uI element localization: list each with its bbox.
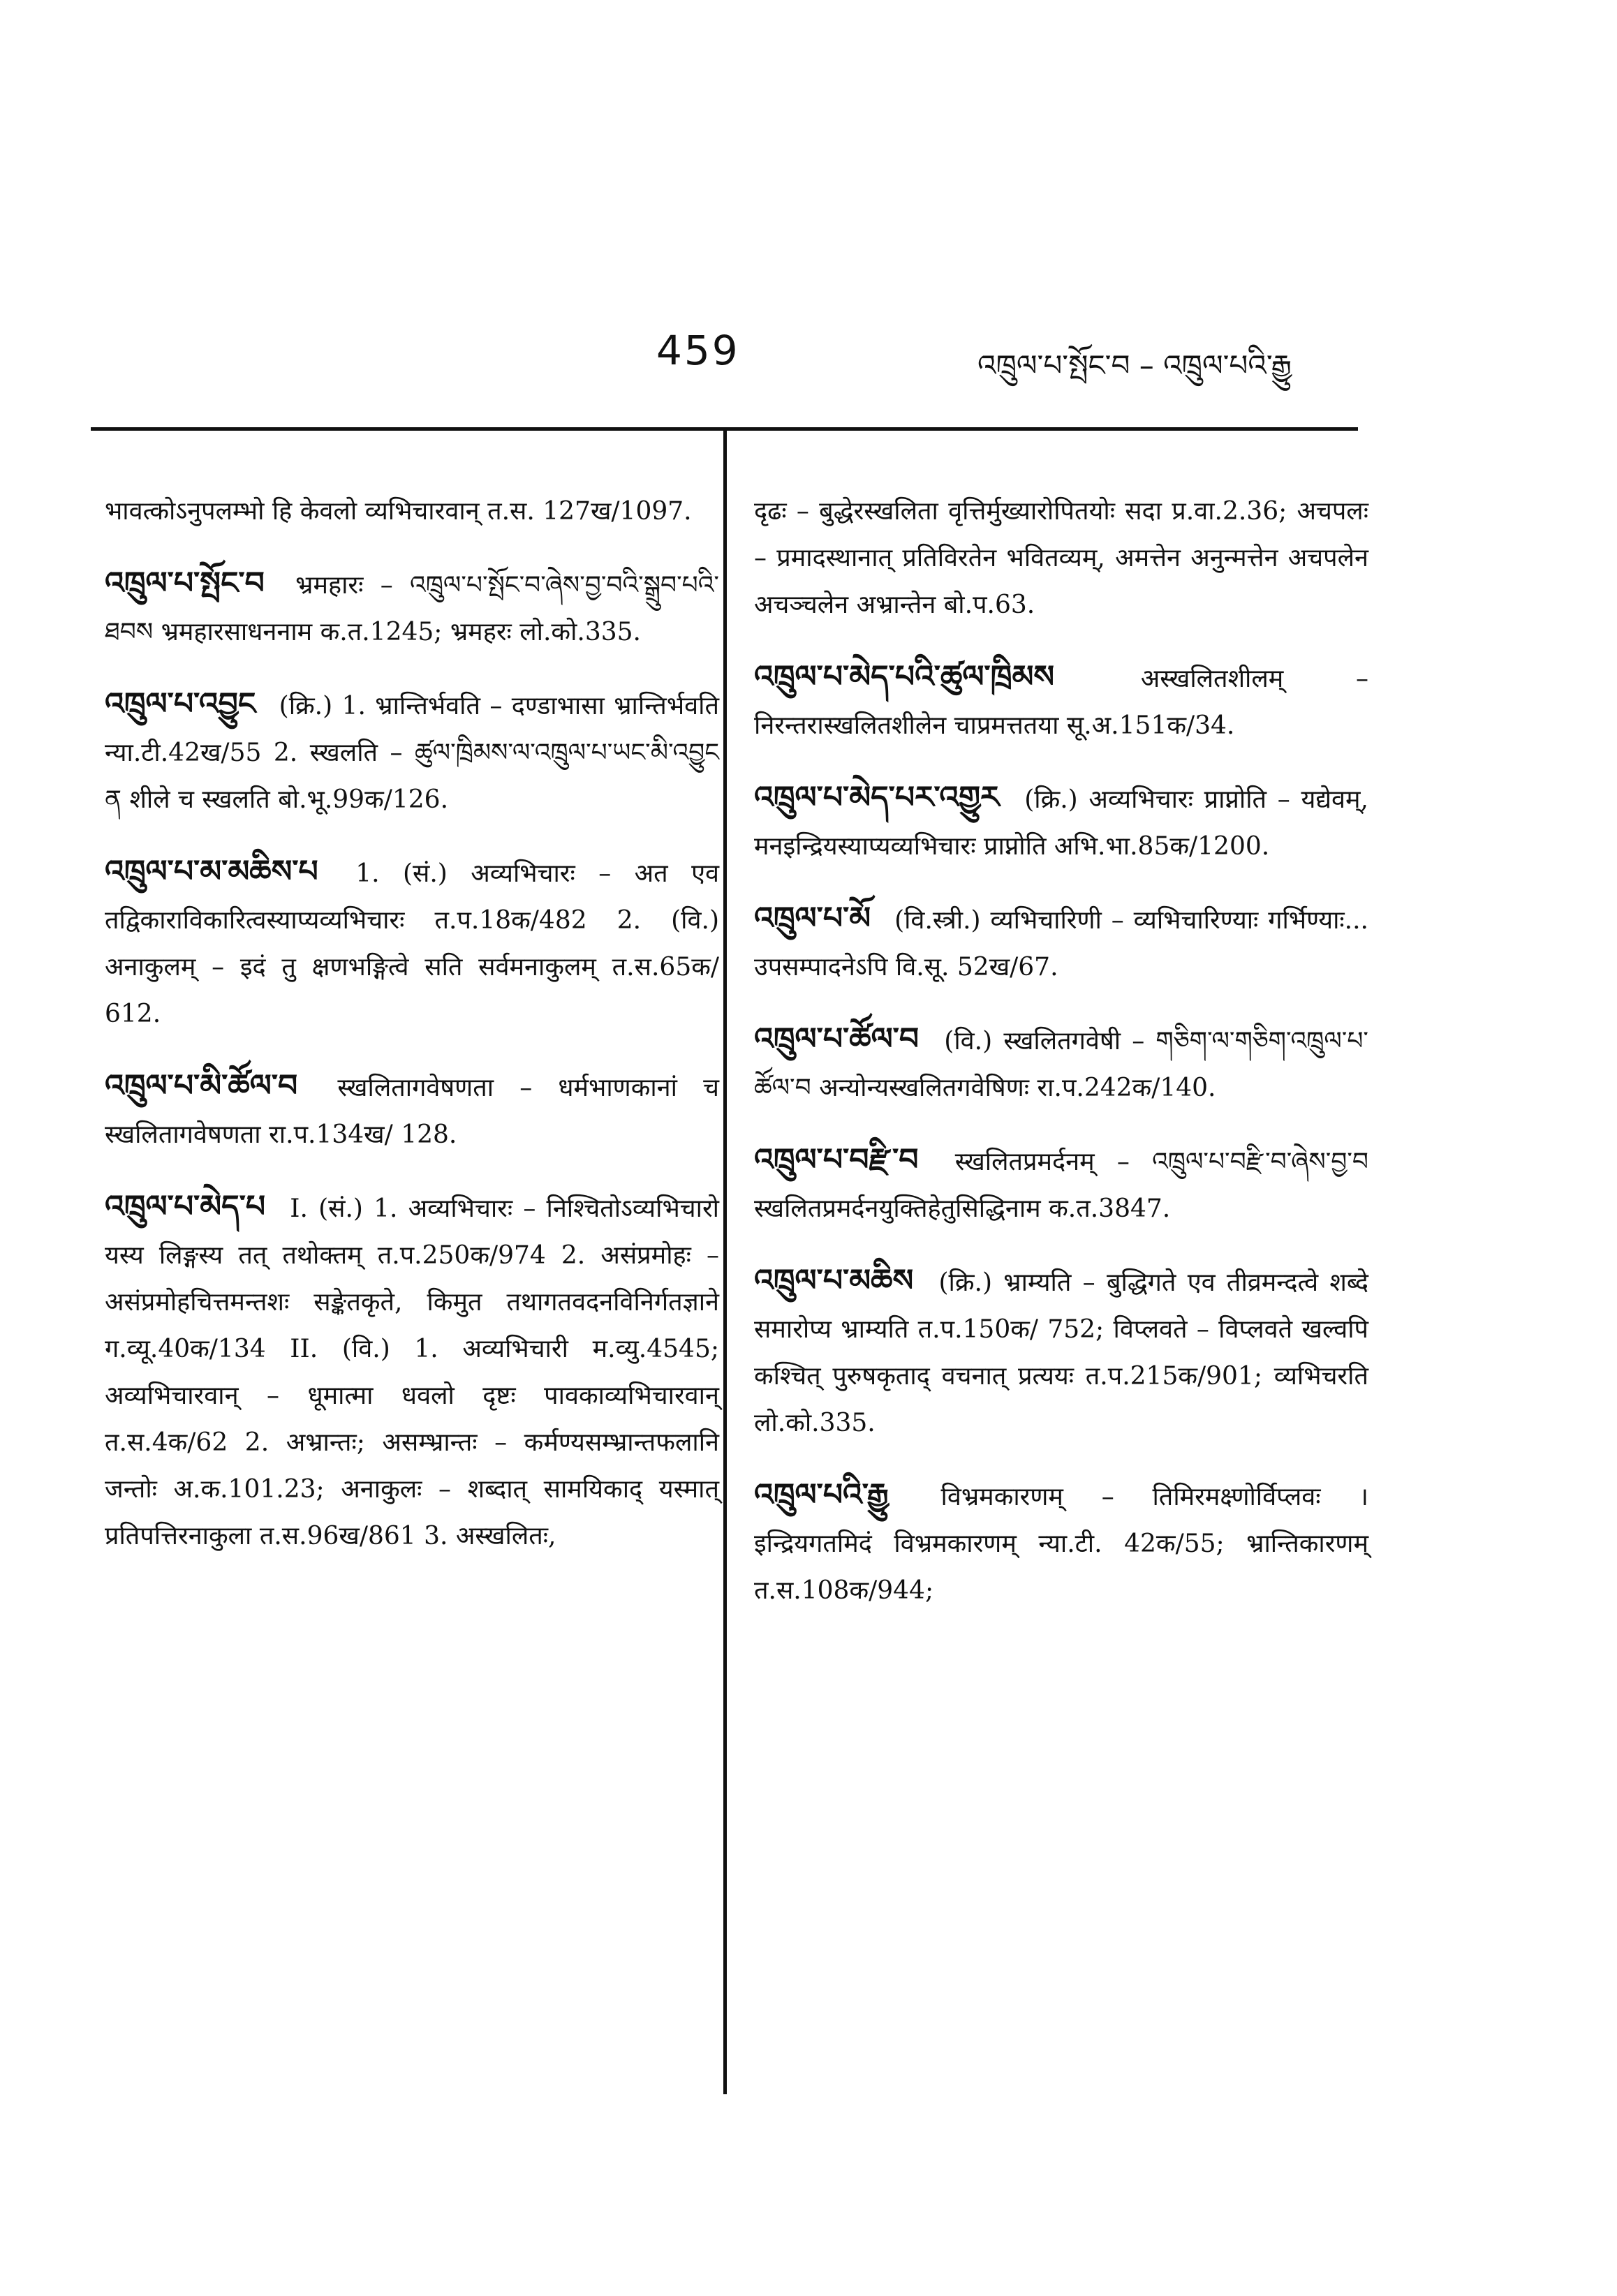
dictionary-entry	[754, 1136, 1368, 1232]
dictionary-entry	[105, 560, 719, 656]
entry-headword: འཁྲུལ་པ་མ་མཆིས་པ	[105, 854, 318, 889]
left-column	[105, 461, 719, 1569]
entry-text: (क्रि.) अव्यभिचारः प्राप्नोति – यद्येवम्, मनइन्द्रियस्याप्यव्यभिचारः प्राप्नोति अभि.भा.85क/1200.	[754, 785, 1369, 861]
dictionary-entry	[754, 1016, 1368, 1111]
dictionary-entry	[754, 895, 1368, 991]
right-column	[754, 461, 1368, 1624]
entry-text: (क्रि.) भ्राम्यति – बुद्धिगते एव तीव्रमन्दत्वे शब्दे समारोप्य भ्राम्यति त.प.150क/ 752; विप्लवते – विप्लवते खल्वपि कश्चित् पुरुषकृताद् वचनात् प्रत्ययः त.प.215क/901; व्यभिचरति लो.को.335.	[754, 1268, 1368, 1437]
page-number: 459	[656, 327, 740, 374]
entry-headword: འཁྲུལ་པ་མོ	[754, 901, 871, 936]
column-divider	[723, 427, 727, 2094]
dictionary-entry	[105, 486, 719, 535]
entry-text: विभ्रमकारणम् – तिमिरमक्ष्णोर्विप्लवः । इन्द्रियगतमिदं विभ्रमकारणम् न्या.टी. 42क/55; भ्रान्तिकारणम् त.स.108क/944;	[754, 1483, 1368, 1605]
entry-headword: འཁྲུལ་པ་ཚོལ་བ	[754, 1021, 920, 1057]
entry-text: स्खलितागवेषणता – धर्मभाणकानां च स्खलितागवेषणता रा.प.134ख/ 128.	[105, 1074, 719, 1149]
entry-text: दृढः – बुद्धेरस्खलिता वृत्तिर्मुख्यारोपितयोः सदा प्र.वा.2.36; अचपलः – प्रमादस्थानात् प्रतिविरतेन भवितव्यम्, अमत्तेन अनुन्मत्तेन अचपलेन अचञ्चलेन अभ्रान्तेन बो.प.63.	[754, 497, 1368, 619]
entry-headword: འཁྲུལ་པ་འབྱུང	[105, 686, 256, 722]
entry-headword: འཁྲུལ་པ་མེད་པའི་ཚུལ་ཁྲིམས	[754, 659, 1055, 695]
running-head: འཁྲུལ་པ་སྤོང་བ – འཁྲུལ་པའི་རྒྱུ	[977, 348, 1292, 383]
dictionary-entry	[754, 1257, 1368, 1446]
dictionary-entry	[105, 1183, 719, 1560]
entry-headword: འཁྲུལ་པ་མེད་པར་འགྱུར	[754, 780, 1000, 815]
entry-headword: འཁྲུལ་པའི་རྒྱུ	[754, 1477, 889, 1513]
entry-headword: འཁྲུལ་པ་སྤོང་བ	[105, 565, 265, 601]
dictionary-entry	[105, 1062, 719, 1158]
entry-text: 1. (सं.) अव्यभिचारः – अत एव तद्विकाराविकारित्वस्याप्यव्यभिचारः त.प.18क/482 2. (वि.) अनाकुलम् – इदं तु क्षणभङ्गित्वे सति सर्वमनाकुलम् त.स.65क/ 612.	[105, 859, 720, 1028]
dictionary-entry	[105, 681, 719, 823]
entry-text: (क्रि.) 1. भ्रान्तिर्भवति – दण्डाभासा भ्रान्तिर्भवति न्या.टी.42ख/55 2. स्खलति – ཚུལ་ཁྲིམས་ལ་འཁྲུལ་པ་ཡང་མི་འབྱུང ན शीले च स्खलति बो.भू.99क/126.	[105, 692, 719, 814]
entry-text: स्खलितप्रमर्दनम् – འཁྲུལ་པ་བརྫི་བ་ཞེས་བྱ་བ स्खलितप्रमर्दनयुक्तिहेतुसिद्धिनाम क.त.3847.	[754, 1148, 1368, 1223]
entry-headword: འཁྲུལ་པ་མི་ཚོལ་བ	[105, 1068, 298, 1104]
entry-headword: འཁྲུལ་པ་བརྫི་བ	[754, 1142, 919, 1178]
entry-headword: འཁྲུལ་པ་མེད་པ	[105, 1189, 266, 1224]
dictionary-entry	[754, 774, 1368, 870]
entry-text: भ्रमहारः – འཁྲུལ་པ་སྤོང་བ་ཞེས་བྱ་བའི་སྒྲུབ་པའི་ཐབས भ्रमहारसाधननाम क.त.1245; भ्रमहरः लो.को.335.	[105, 571, 719, 646]
dictionary-entry	[754, 486, 1368, 628]
dictionary-entry	[754, 1472, 1368, 1614]
entry-text: (वि.) स्खलितगवेषी – གཅིག་ལ་གཅིག་འཁྲུལ་པ་ཚོལ་བ अन्योन्यस्खलितगवेषिणः रा.प.242क/140.	[754, 1027, 1368, 1102]
entry-text: (वि.स्त्री.) व्यभिचारिणी – व्यभिचारिण्याः गर्भिण्याः... उपसम्पादनेऽपि वि.सू. 52ख/67.	[754, 906, 1368, 982]
entry-text: I. (सं.) 1. अव्यभिचारः – निश्चितोऽव्यभिचारो यस्य लिङ्गस्य तत् तथोक्तम् त.प.250क/974 2. असंप्रमोहः – असंप्रमोहचित्तमन्तशः सङ्केतकृते, किमुत तथागतवदनविनिर्गतज्ञाने ग.व्यू.40क/134 II. (वि.) 1. अव्यभिचारी म.व्यु.4545; अव्यभिचारवान् – धूमात्मा धवलो दृष्टः पावकाव्यभिचारवान् त.स.4क/62 2. अभ्रान्तः; असम्भ्रान्तः – कर्मण्यसम्भ्रान्तफलानि जन्तोः अ.क.101.23; अनाकुलः – शब्दात् सामयिकाद् यस्मात् प्रतिपत्तिरनाकुला त.स.96ख/861 3. अस्खलितः,	[105, 1194, 719, 1550]
entry-text: अस्खलितशीलम् – निरन्तरास्खलितशीलेन चाप्रमत्ततया सू.अ.151क/34.	[754, 665, 1368, 740]
dictionary-entry	[754, 653, 1368, 749]
entry-headword: འཁྲུལ་པ་མཆིས	[754, 1263, 914, 1298]
dictionary-entry	[105, 848, 719, 1037]
entry-text: भावत्कोऽनुपलम्भो हि केवलो व्यभिचारवान् त.स. 127ख/1097.	[105, 497, 692, 526]
